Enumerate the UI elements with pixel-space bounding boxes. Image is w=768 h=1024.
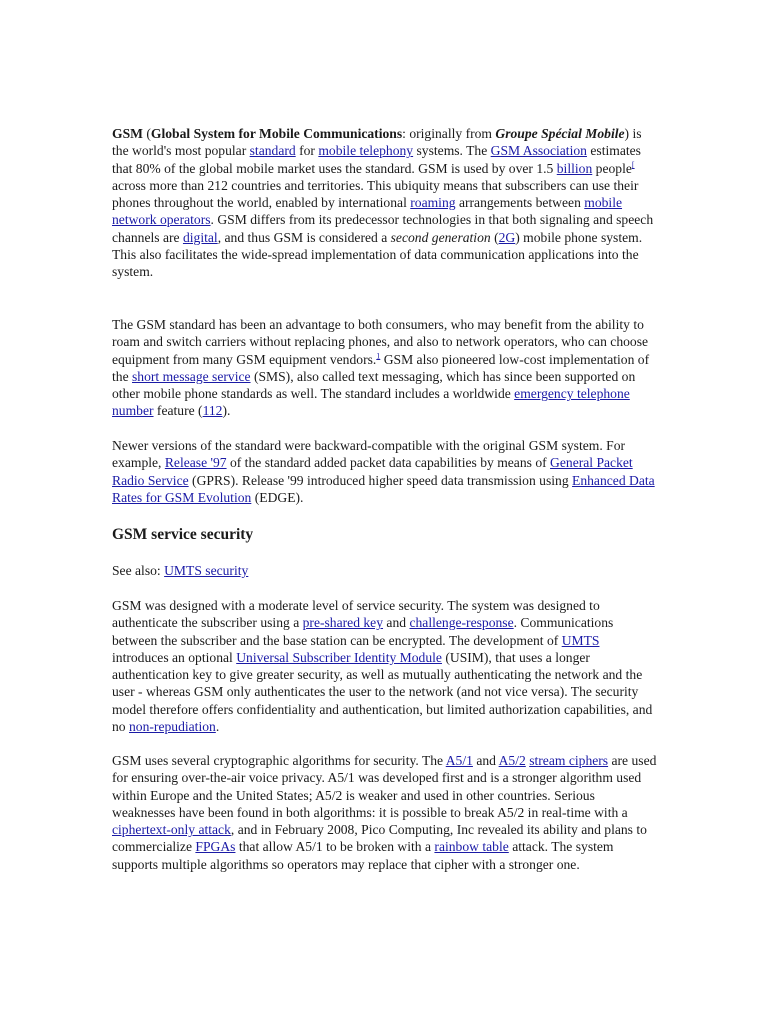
link-stream-ciphers[interactable]: stream ciphers	[529, 753, 609, 768]
link-umts[interactable]: UMTS	[561, 632, 600, 648]
crypto-paragraph: GSM uses several cryptographic algorithms for security. The A5/1 and A5/2 stream ciphers are used for ensuring over-the-air voice privacy. A5/1 was developed first and is a stronger algorithm used within Europe and the United States; A5/2 is weaker and used in other countries. Serious weaknesses have been found in both algorithms: it is possible to break A5/2 in real-time with a ciphertext-only attack, and in February 2008, Pico Computing, Inc revealed its ability and plans to commercialize FPGAs that allow A5/1 to be broken with a rainbow table attack. The system supports multiple algorithms so operators may replace that cipher with a stronger one.	[112, 753, 657, 872]
link-umts-security[interactable]: UMTS security	[164, 563, 249, 578]
link-emergency-telephone-number[interactable]: emergency telephone number	[112, 386, 630, 419]
link-mobile-network-operators[interactable]: mobile network operators	[112, 195, 623, 228]
advantages-paragraph: The GSM standard has been an advantage to both consumers, who may benefit from the ability to roam and switch carriers without replacing phones, and also to network operators, who can choose equipment from many GSM equipment vendors.$^1$ GSM also pioneered low-cost implementation of the short message service (SMS), also called text messaging, which has since been supported on other mobile phone standards as well. The standard includes a worldwide emergency telephone number feature (112).	[112, 317, 650, 419]
link-roaming[interactable]: roaming	[410, 195, 456, 211]
link-billion[interactable]: billion	[556, 160, 593, 176]
link-release-97[interactable]: Release '97	[164, 455, 227, 471]
link-usim[interactable]: Universal Subscriber Identity Module	[236, 649, 442, 665]
second-generation: second generation	[390, 229, 491, 245]
link-challenge-response[interactable]: challenge-response	[409, 615, 514, 631]
link-112[interactable]: 112	[202, 403, 223, 419]
link-edge[interactable]: Enhanced Data Rates for GSM Evolution	[112, 472, 655, 505]
link-ciphertext-only-attack[interactable]: ciphertext-only attack	[112, 822, 231, 838]
versions-paragraph: Newer versions of the standard were backward-compatible with the original GSM system. For example, Release '97 of the standard added packet data capabilities by means of General Packet Radio Service (GPRS). Release '99 introduced higher speed data transmission using Enhanced Data Rates for GSM Evolution (EDGE).	[112, 438, 655, 505]
link-a5-1[interactable]: A5/1	[445, 753, 473, 768]
link-2g[interactable]: 2G	[498, 229, 516, 245]
link-standard[interactable]: standard	[249, 143, 296, 159]
section-heading: GSM service security	[112, 526, 254, 543]
link-rainbow-table[interactable]: rainbow table	[434, 839, 509, 855]
intro-paragraph: GSM (Global System for Mobile Communications: originally from Groupe Spécial Mobile) is the world's most popular standard for mobile telephony systems. The GSM Association estimates that 80% of the global mobile market uses the standard. GSM is used by over 1.5 billion people[ across more than 212 countries and territories. This ubiquity means that subscribers can use their phones throughout the world, enabled by international roaming arrangements between mobile network operators. GSM differs from its predecessor technologies in that both signaling and speech channels are digital, and thus GSM is considered a second generation (2G) mobile phone system. This also facilitates the wide-spread implementation of data communication applications into the system.	[112, 126, 654, 280]
term-gsm: GSM	[112, 126, 143, 141]
groupe-special-mobile: Groupe Spécial Mobile	[495, 126, 625, 141]
security-paragraph: GSM was designed with a moderate level of service security. The system was designed to authenticate the subscriber using a pre-shared key and challenge-response. Communications between the subscriber and the base station can be encrypted. The development of UMTS introduces an optional Universal Subscriber Identity Module (USIM), that uses a longer authentication key to give greater security, as well as mutually authenticating the network and the user - whereas GSM only authenticates the user to the network (and not vice versa). The security model therefore offers confidentiality and authentication, but limited authorization capabilities, and no non-repudiation.	[112, 598, 653, 735]
link-short-message-service[interactable]: short message service	[132, 368, 251, 384]
citation-link[interactable]: [	[631, 160, 635, 170]
link-non-repudiation[interactable]: non-repudiation	[129, 719, 216, 735]
link-fpgas[interactable]: FPGAs	[195, 839, 236, 855]
gsm-full-name: Global System for Mobile Communications	[150, 126, 403, 141]
link-mobile-telephony[interactable]: mobile telephony	[318, 143, 414, 159]
citation-link[interactable]: 1	[376, 351, 381, 361]
link-pre-shared-key[interactable]: pre-shared key	[302, 615, 384, 631]
link-digital[interactable]: digital	[182, 229, 218, 245]
link-gsm-association[interactable]: GSM Association	[490, 143, 587, 159]
link-gprs[interactable]: General Packet Radio Service	[112, 455, 633, 488]
see-also-line: See also: UMTS security	[112, 563, 249, 578]
link-a5-2[interactable]: A5/2	[498, 753, 526, 768]
